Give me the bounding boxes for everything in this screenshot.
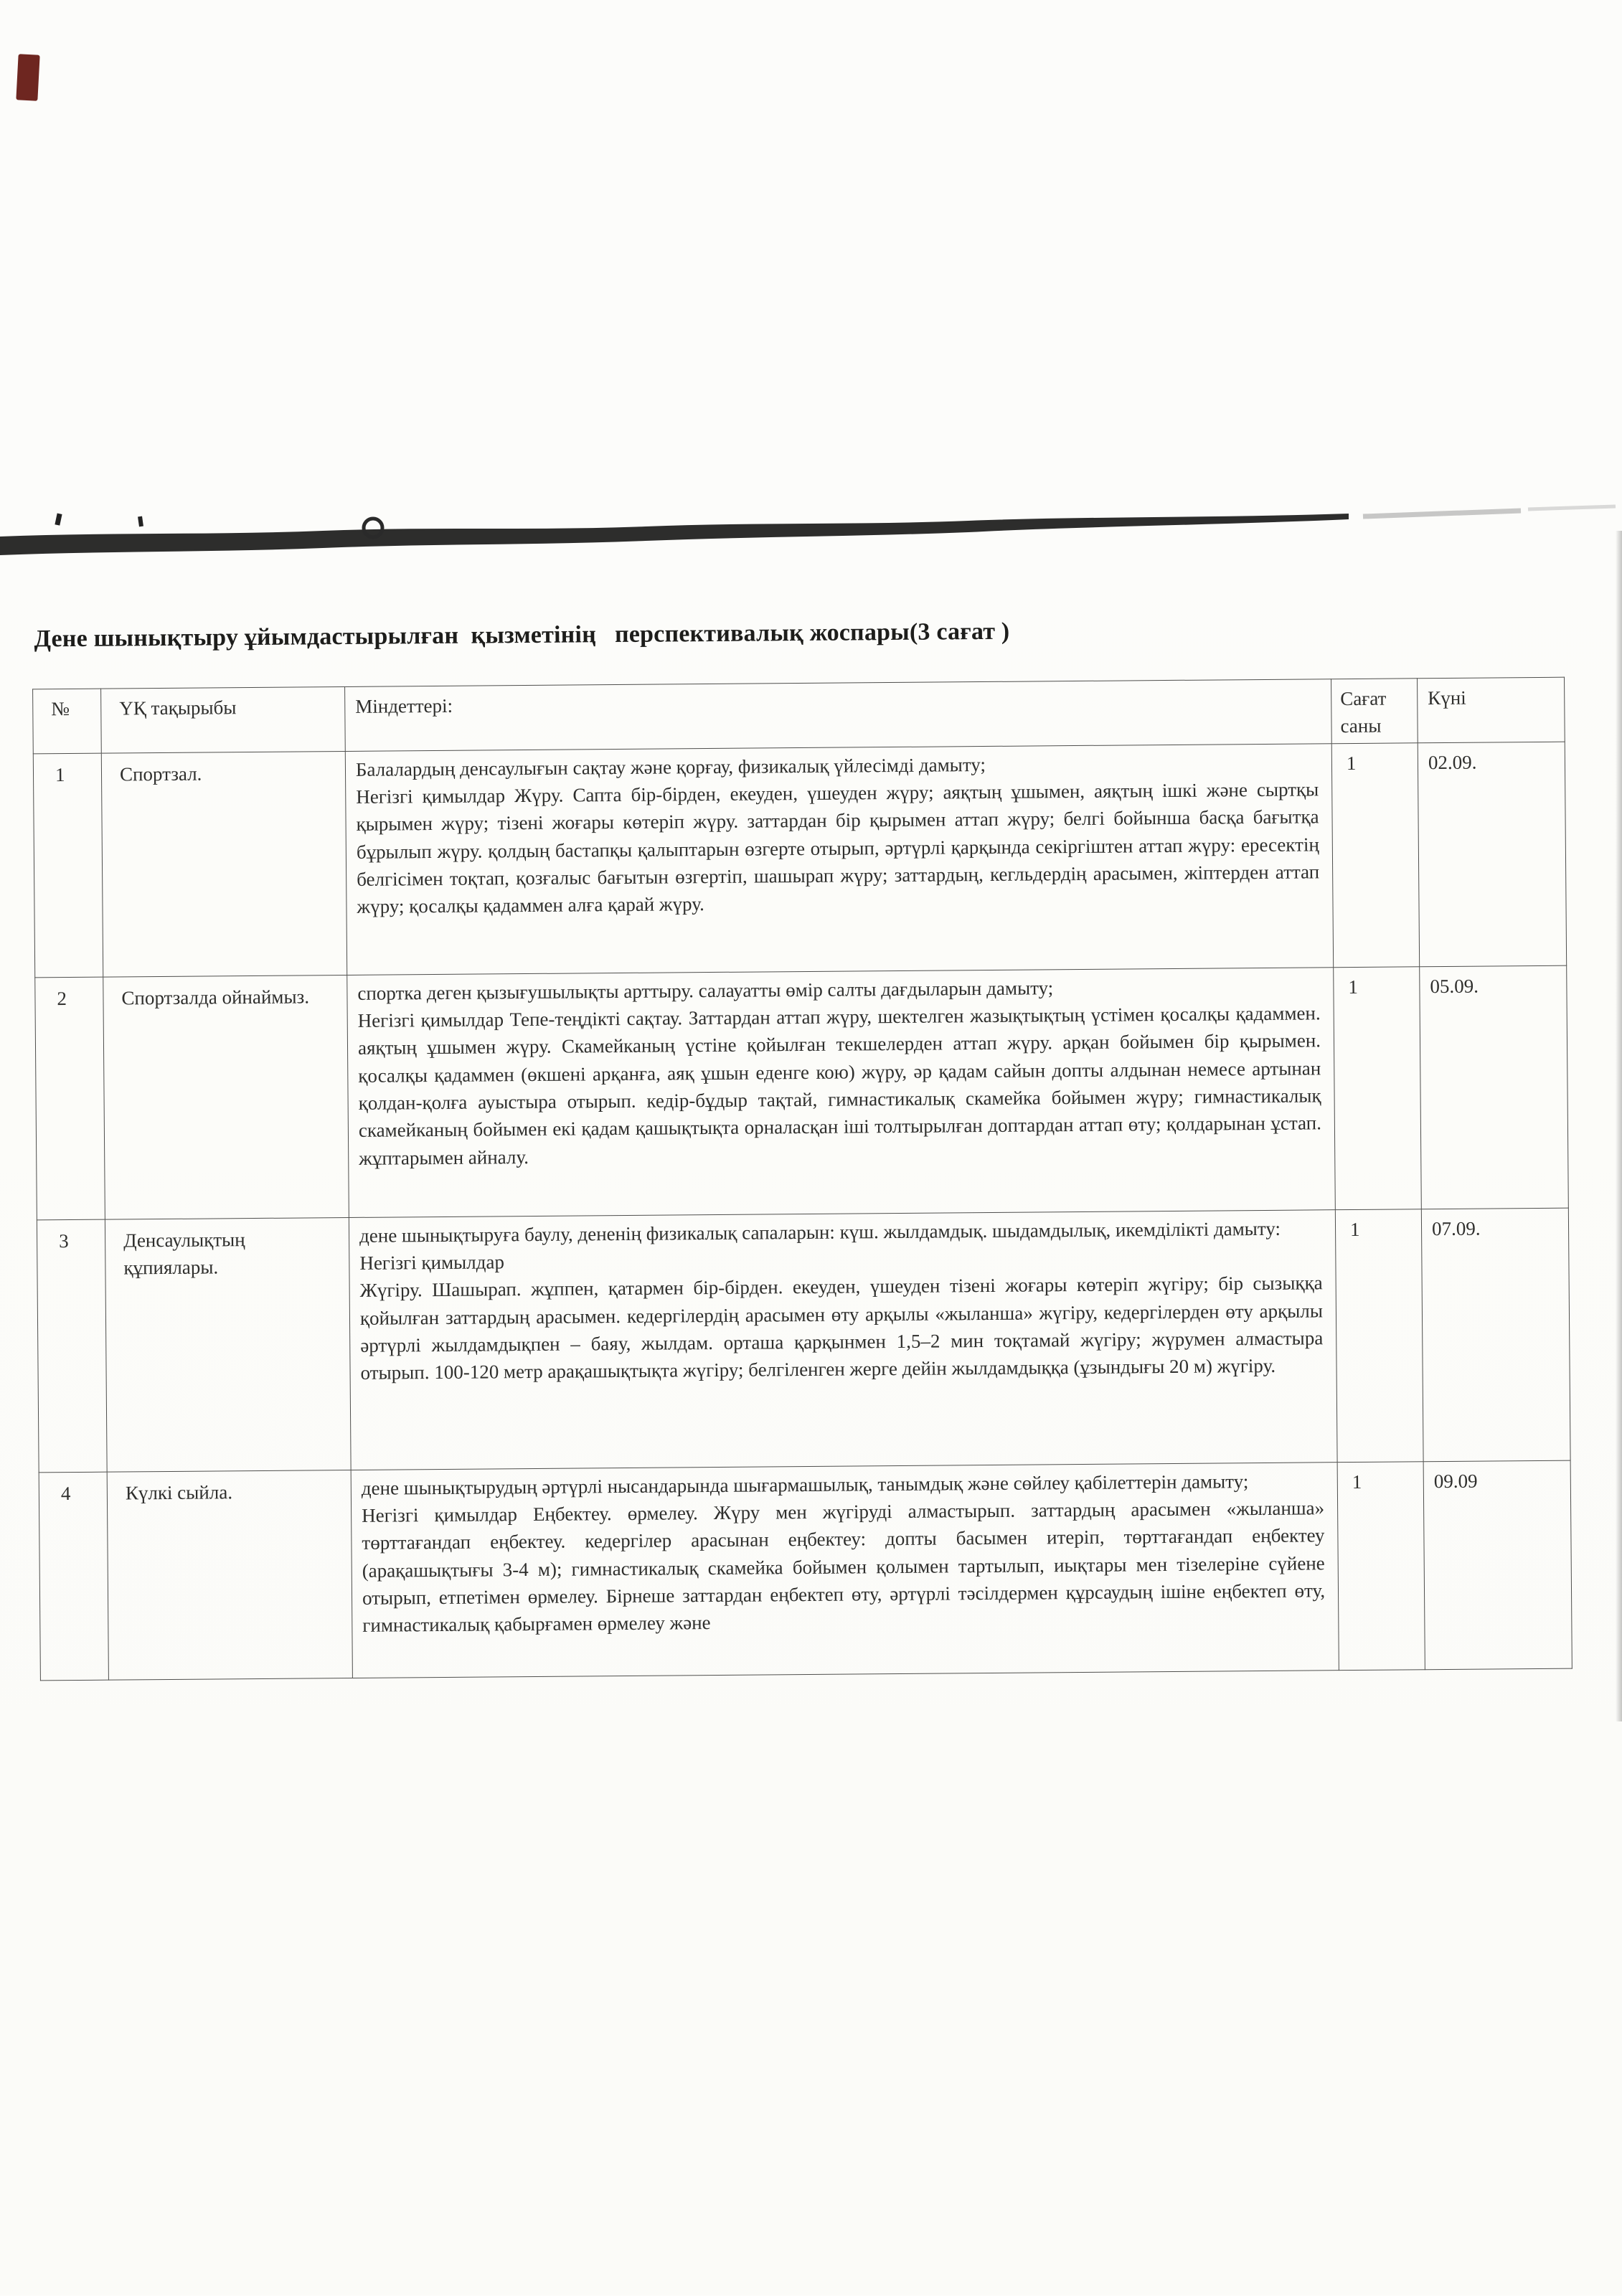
cell-hours: 1: [1334, 966, 1422, 1209]
table-row: [37, 1208, 1570, 1473]
cell-tasks: [345, 743, 1333, 975]
task-paragraph: дене шынықтырудың әртүрлі нысандарында шығармашылық, танымдық және сөйлеу қабілеттерін дамыту;: [361, 1470, 1249, 1499]
task-paragraph: Негізгі қимылдар Жүру. Сапта бір-бірден, екеуден, үшеуден жүру; аяқтың ұшымен, аяқтың ішкі және сыртқы қырымен жүру; тізені жоғары көтеріп жүру. заттардан бір қырымен аттап жүру; белгі бойынша басқа бағытқа бұрылып жүру. қолдың бастапқы қалыптарын өзгерте отырып, әртүрлі қарқында секіргіштен аттап жүру: ересектің белгісімен тоқтап, қозғалыс бағытын өзгертіп, шашырап жүру; заттардың, кегльдердің арасымен, жіптерден аттап жүру; қосалқы қадаммен алға қарай жүру.: [356, 778, 1320, 918]
task-paragraph: Негізгі қимылдар Тепе-теңдікті сақтау. Заттардан аттап жүру, шектелген жазықтықтың үстімен қосалқы қадаммен. аяқтың ұшымен жүру. Скамейканың үстіне қойылған текшелерден аттап жүру. арқан бойымен бір қырымен. қосалқы қадаммен (өкшені арқанға, аяқ ұшын еденге кою) жүру, әр қадам сайын допты алдынан немесе артынан қолдан-қолға ауыстыра отырып. кедір-бұдыр тақтай, гимнастикалық скамейка бойымен жүру; гимнастикалық скамейканың бойымен екі қадам қашықтықта орналасқан іші толтырылған доптардан аттап өту; қолдарынан ұстап. жұптарымен айналу.: [357, 1002, 1322, 1169]
cell-hours: 1: [1335, 1209, 1423, 1462]
cell-hours: 1: [1331, 742, 1419, 967]
task-paragraph: Негізгі қимылдар: [359, 1251, 505, 1274]
cell-date: 09.09: [1423, 1460, 1572, 1670]
page-title: Дене шынықтыру ұйымдастырылған қызметінің перспективалық жоспары(3 сағат ): [34, 618, 1010, 653]
cell-topic: Күлкі сыйла.: [107, 1470, 352, 1680]
cell-tasks: [351, 1462, 1339, 1678]
cell-num: 3: [37, 1219, 107, 1473]
task-paragraph: Балалардың денсаулығын сақтау және қорғау, физикалық үйлесімді дамыту;: [355, 753, 986, 780]
header-date: Күні: [1418, 677, 1565, 742]
task-paragraph: спортка деген қызығушылықты арттыру. салауатты өмір салты дағдыларын дамыту;: [357, 976, 1054, 1004]
header-num: №: [33, 689, 102, 753]
task-paragraph: Негізгі қимылдар Еңбектеу. өрмелеу. Жүру мен жүгіруді алмастырып. заттардың арасымен «жыланша» төрттағандап еңбектеу. кедергілер арасынан еңбектеу: допты басымен итеріп, төрттағандап еңбектеу (арақашықтығы 3-4 м); гимнастикалық скамейка бойымен қолымен тартылып, иықтары мен тізелеріне сүйене отырып, етпетімен өрмелеу. Бірнеше заттардан еңбектеп өту, әртүрлі тәсілдермен құрсаудың ішіне еңбектеп өту, гимнастикалық қабырғамен өрмелеу және: [362, 1497, 1326, 1637]
cell-num: 2: [35, 977, 105, 1220]
table-header-row: [33, 677, 1565, 753]
header-hours: Сағат саны: [1331, 679, 1418, 744]
table-row: [33, 742, 1566, 978]
header-topic: ҮҚ тақырыбы: [101, 687, 346, 753]
cell-tasks: [349, 1209, 1337, 1470]
task-paragraph: дене шынықтыруға баулу, дененің физикалық сапаларын: күш. жылдамдық. шыдамдылық, икемділікті дамыту:: [359, 1217, 1281, 1247]
cell-tasks: [347, 967, 1336, 1217]
cell-topic: Денсаулықтың құпиялары.: [105, 1217, 351, 1472]
schedule-table: [32, 677, 1573, 1681]
cell-topic: Спортзалда ойнаймыз.: [103, 975, 349, 1219]
cell-num: 1: [33, 753, 103, 978]
cell-date: 05.09.: [1420, 965, 1569, 1209]
table-row: [39, 1460, 1572, 1681]
task-paragraph: Жүгіру. Шашырап. жұппен, қатармен бір-бірден. екеуден, үшеуден тізені жоғары көтеріп жүгіру; бір сызыққа қойылған заттардың арасымен. кедергілердің арасымен өту арқылы «жыланша» жүгіру, кедергілерден өту арқылы әртүрлі жылдамдықпен – баяу, жылдам. орташа қарқынмен 1,5–2 мин тоқтамай жүгіру; жүрумен алмастыра отырып. 100-120 метр арақашықтықта жүгіру; белгіленген жерге дейін жылдамдыққа (ұзындығы 20 м) жүгіру.: [359, 1272, 1324, 1384]
header-tasks: Міндеттері:: [345, 679, 1332, 751]
cell-hours: 1: [1337, 1461, 1425, 1670]
table-row: [35, 965, 1569, 1220]
cell-topic: Спортзал.: [101, 751, 346, 977]
cell-date: 02.09.: [1418, 742, 1566, 967]
cell-date: 07.09.: [1421, 1208, 1570, 1462]
cell-num: 4: [39, 1472, 108, 1681]
